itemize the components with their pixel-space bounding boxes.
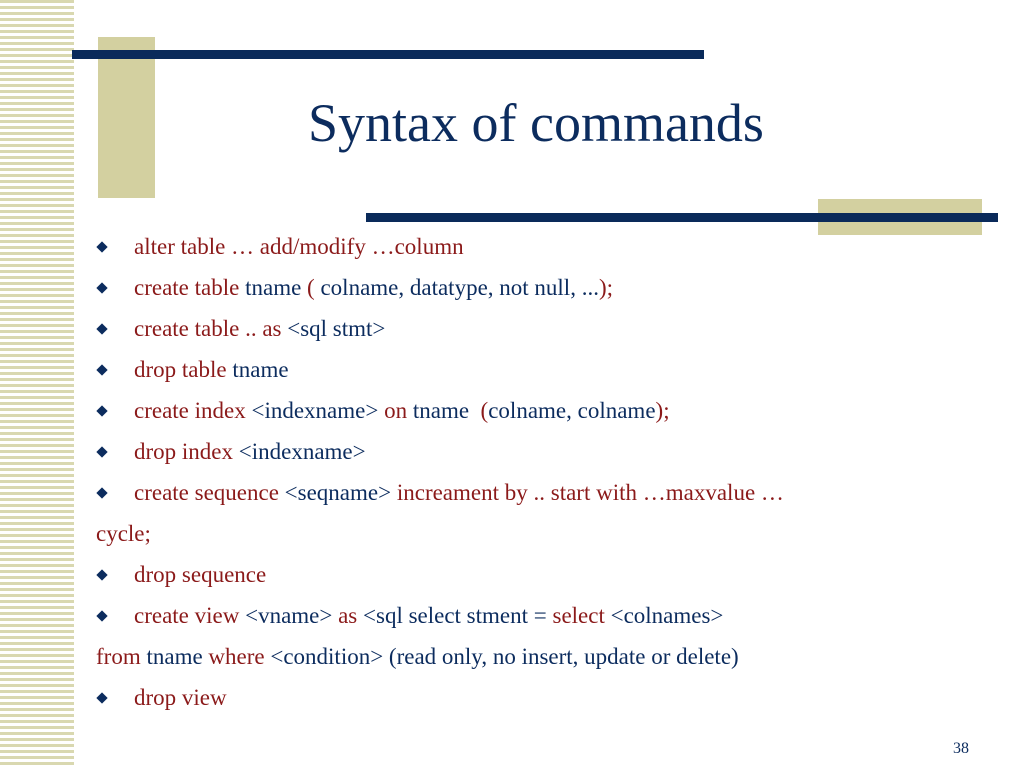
diamond-bullet-icon (96, 489, 134, 497)
argument-text: <condition> (read only, no insert, update or delete) (270, 644, 739, 669)
diamond-bullet-icon (96, 366, 134, 374)
keyword-text: increament by .. start with …maxvalue … (391, 480, 784, 505)
diamond-bullet-icon (96, 407, 134, 415)
bullet-item (96, 431, 996, 472)
argument-text: <sql stmt> (287, 316, 386, 341)
argument-text: colname, colname (488, 398, 656, 423)
keyword-text: create sequence (134, 480, 285, 505)
bullet-item (96, 390, 996, 431)
slide-title: Syntax of commands (308, 93, 764, 153)
page-number: 38 (953, 740, 969, 757)
argument-text: tname (232, 357, 289, 382)
keyword-text: ); (655, 398, 670, 423)
keyword-text: ); (598, 275, 614, 300)
keyword-text: drop table (134, 357, 233, 382)
argument-text: tname (245, 275, 302, 300)
argument-text: <indexname> (238, 439, 366, 464)
keyword-text: on (378, 398, 413, 423)
diamond-bullet-icon (96, 694, 134, 702)
keyword-text: drop index (134, 439, 239, 464)
keyword-text: from (96, 644, 147, 669)
continuation-line (96, 513, 996, 554)
decorative-block-left (98, 37, 155, 198)
keyword-text: create table (134, 275, 246, 300)
argument-text: <seqname> (284, 480, 392, 505)
keyword-text: drop view (134, 685, 227, 710)
keyword-text: create table .. as (134, 316, 288, 341)
keyword-text: ( (301, 275, 321, 300)
top-accent-bar (72, 50, 704, 59)
continuation-line (96, 636, 996, 677)
bullet-item (96, 472, 996, 513)
argument-text: tname (412, 398, 481, 423)
argument-text: <vname> (245, 603, 333, 628)
argument-text: colname, datatype, not null, ... (320, 275, 599, 300)
keyword-text: alter table … add/modify …column (134, 234, 464, 259)
bullet-item (96, 554, 996, 595)
title-underline-bar (366, 213, 998, 222)
argument-text: <indexname> (251, 398, 379, 423)
keyword-text: where (208, 644, 271, 669)
bullet-item (96, 226, 996, 267)
diamond-bullet-icon (96, 571, 134, 579)
argument-text: <colnames> (610, 603, 724, 628)
bullet-item (96, 595, 996, 636)
keyword-text: select (552, 603, 611, 628)
keyword-text: create index (134, 398, 252, 423)
argument-text: tname (146, 644, 209, 669)
argument-text: <sql select stment = (363, 603, 553, 628)
diamond-bullet-icon (96, 325, 134, 333)
keyword-text: create view (134, 603, 246, 628)
keyword-text: drop sequence (134, 562, 267, 587)
bullet-item (96, 349, 996, 390)
bullet-list (96, 226, 996, 718)
decorative-stripes (0, 0, 74, 768)
bullet-item (96, 677, 996, 718)
diamond-bullet-icon (96, 284, 134, 292)
keyword-text: ( (480, 398, 489, 423)
keyword-text: as (332, 603, 364, 628)
bullet-item (96, 308, 996, 349)
diamond-bullet-icon (96, 243, 134, 251)
bullet-item (96, 267, 996, 308)
keyword-text: cycle; (96, 521, 151, 546)
diamond-bullet-icon (96, 612, 134, 620)
diamond-bullet-icon (96, 448, 134, 456)
